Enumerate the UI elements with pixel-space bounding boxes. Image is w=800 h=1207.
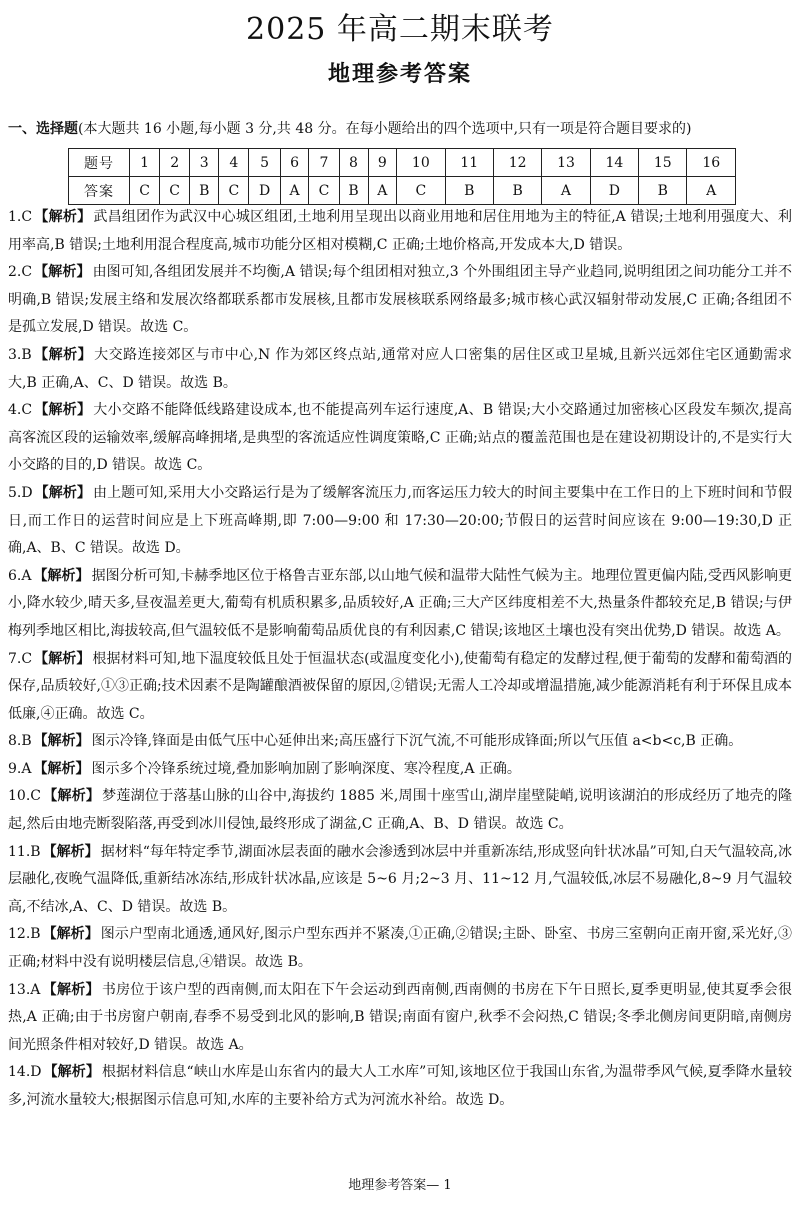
item-number: 5.D	[8, 484, 33, 501]
item-text: 据材料“每年特定季节,湖面冰层表面的融水会渗透到冰层中并重新冻结,形成竖向针状冰晶”可知,白天气温较高,冰层融化,夜晚气温降低,重新结冰冻结,形成针状冰晶,应该是 5~6 月;2~3 月、11~12 月,气温较低,冰层不易融化,8~9 月气温较高,不结冰,A、C、D 错误。故选 B。	[8, 843, 792, 915]
item-number: 12.B	[8, 926, 41, 943]
explanation-item	[8, 756, 792, 784]
item-tag: 【解析】	[33, 567, 90, 584]
question-number: 7	[309, 149, 339, 177]
answer-table	[68, 148, 736, 205]
question-number: 15	[639, 149, 687, 177]
question-number: 1	[130, 149, 160, 177]
explanation-item	[8, 839, 792, 922]
explanation-item	[8, 563, 792, 646]
item-text: 武昌组团作为武汉中心城区组团,土地利用呈现出以商业用地和居住用地为主的特征,A 错误;土地利用强度大、利用率高,B 错误;土地利用混合程度高,城市功能分区相对模糊,C 正确;土地价格高,开发成本大,D 错误。	[8, 209, 792, 253]
question-number: 5	[249, 149, 280, 177]
explanation-item	[8, 342, 792, 397]
explanation-item	[8, 480, 792, 563]
item-text: 图示户型南北通透,通风好,图示户型东西并不紧凑,①正确,②错误;主卧、卧室、书房三室朝向正南开窗,采光好,③正确;材料中没有说明楼层信息,④错误。故选 B。	[8, 926, 793, 971]
section-instruction: (本大题共 16 小题,每小题 3 分,共 48 分。在每小题给出的四个选项中,只有一项是符合题目要求的)	[78, 121, 692, 137]
answer-cell: B	[639, 177, 687, 205]
answer-cell: B	[190, 177, 219, 205]
page-footer: 地理参考答案— 1	[348, 1178, 452, 1193]
item-text: 大交路连接郊区与市中心,N 作为郊区终点站,通常对应人口密集的居住区或卫星城,且新兴远郊住宅区通勤需求大,B 正确,A、C、D 错误。故选 B。	[8, 346, 792, 391]
item-tag: 【解析】	[34, 402, 92, 419]
item-text: 图示多个冷锋系统过境,叠加影响加剧了影响深度、寒冷程度,A 正确。	[91, 760, 521, 777]
item-number: 2.C	[8, 264, 33, 281]
item-number: 11.B	[8, 843, 41, 860]
row-label-answer: 答案	[69, 177, 130, 205]
answer-cell: A	[687, 177, 736, 205]
answer-cell: D	[590, 177, 638, 205]
question-number: 13	[542, 149, 590, 177]
explanation-item	[8, 728, 792, 756]
item-text: 由图可知,各组团发展并不均衡,A 错误;每个组团相对独立,3 个外围组团主导产业趋同,说明组团之间功能分工并不明确,B 错误;发展主络和发展次络都联系都市发展核,且都市发展核联系网络最多;城市核心武汉辐射带动发展,C 正确;各组团不是孤立发展,D 错误。故选 C。	[8, 264, 792, 336]
explanations	[8, 204, 792, 1115]
item-tag: 【解析】	[33, 733, 90, 750]
item-number: 10.C	[8, 788, 41, 805]
explanation-item	[8, 921, 792, 976]
explanation-item	[8, 397, 792, 480]
item-tag: 【解析】	[43, 1064, 100, 1081]
item-number: 13.A	[8, 981, 41, 998]
item-text: 梦莲湖位于落基山脉的山谷中,海拔约 1885 米,周围十座雪山,湖岸崖壁陡峭,说明该湖泊的形成经历了地壳的隆起,然后由地壳断裂陷落,再受到冰川侵蚀,最终形成了湖盆,C 正确,A、B、D 错误。故选 C。	[8, 788, 793, 833]
answer-table-number-row	[69, 149, 736, 177]
explanation-item	[8, 783, 792, 838]
answer-cell: C	[309, 177, 339, 205]
question-number: 8	[339, 149, 368, 177]
explanation-item	[8, 259, 792, 342]
item-text: 书房位于该户型的西南侧,而太阳在下午会运动到西南侧,西南侧的书房在下午日照长,夏季更明显,使其夏季会很热,A 正确;由于书房窗户朝南,春季不易受到北风的影响,B 错误;南面有窗户,秋季不会闷热,C 错误;冬季北侧房间更阴暗,南侧房间光照条件相对较好,D 错误。故选 A。	[8, 981, 792, 1053]
explanation-item	[8, 204, 792, 259]
row-label-number: 题号	[69, 149, 130, 177]
answer-cell: A	[368, 177, 397, 205]
question-number: 9	[368, 149, 397, 177]
answer-cell: A	[542, 177, 590, 205]
question-number: 10	[397, 149, 445, 177]
item-number: 4.C	[8, 402, 33, 419]
item-tag: 【解析】	[34, 264, 91, 281]
answer-cell: B	[445, 177, 493, 205]
answer-cell: C	[160, 177, 190, 205]
answer-cell: B	[339, 177, 368, 205]
question-number: 12	[493, 149, 541, 177]
item-text: 由上题可知,采用大小交路运行是为了缓解客流压力,而客运压力较大的时间主要集中在工作日的上下班时间和节假日,而工作日的运营时间应是上下班高峰期,即 7:00—9:00 和 17:30—20:00;节假日的运营时间应该在 9:00—19:30,D 正确,A、B、C 错误。故选 D。	[8, 484, 793, 557]
explanation-item	[8, 977, 792, 1060]
answer-cell: C	[130, 177, 160, 205]
page-subtitle: 地理参考答案	[327, 62, 472, 87]
item-tag: 【解析】	[42, 843, 99, 860]
item-text: 大小交路不能降低线路建设成本,也不能提高列车运行速度,A、B 错误;大小交路通过加密核心区段发车频次,提高高客流区段的运输效率,缓解高峰拥堵,是典型的客流适应性调度策略,C 正确;站点的覆盖范围也是在建设初期设计的,不是实行大小交路的目的,D 错误。故选 C。	[8, 402, 792, 474]
item-tag: 【解析】	[42, 926, 99, 943]
item-number: 14.D	[8, 1064, 42, 1081]
item-number: 9.A	[8, 760, 32, 777]
answer-cell: D	[249, 177, 280, 205]
item-number: 7.C	[8, 650, 33, 667]
item-text: 根据材料信息“峡山水库是山东省内的最大人工水库”可知,该地区位于我国山东省,为温带季风气候,夏季降水量较多,河流水量较大;根据图示信息可知,水库的主要补给方式为河流水补给。故选 D。	[8, 1064, 792, 1108]
question-number: 4	[219, 149, 249, 177]
item-text: 据图分析可知,卡赫季地区位于格鲁吉亚东部,以山地气候和温带大陆性气候为主。地理位置更偏内陆,受西风影响更小,降水较少,晴天多,昼夜温差更大,葡萄有机质积累多,品质较好,A 正确;三大产区纬度相差不大,热量条件都较充足,B 错误;与伊梅列季地区相比,海拔较高,但气温较低不是影响葡萄品质优良的有利因素,C 错误;该地区土壤也没有突出优势,D 错误。故选 A。	[8, 567, 792, 639]
answer-table-answer-row	[69, 177, 736, 205]
question-number: 2	[160, 149, 190, 177]
question-number: 6	[280, 149, 309, 177]
answer-cell: C	[219, 177, 249, 205]
question-number: 14	[590, 149, 638, 177]
answer-cell: B	[493, 177, 541, 205]
answer-cell: C	[397, 177, 445, 205]
question-number: 11	[445, 149, 493, 177]
explanation-item	[8, 1059, 792, 1114]
item-number: 6.A	[8, 567, 32, 584]
question-number: 16	[687, 149, 736, 177]
item-number: 8.B	[8, 733, 32, 750]
item-tag: 【解析】	[33, 346, 93, 363]
item-number: 1.C	[8, 209, 33, 225]
page-title: 2025 年高二期末联考	[246, 12, 554, 47]
item-tag: 【解析】	[34, 209, 92, 225]
item-text: 根据材料可知,地下温度较低且处于恒温状态(或温度变化小),使葡萄有稳定的发酵过程,便于葡萄的发酵和葡萄酒的保存,品质较好,①③正确;技术因素不是陶罐酿酒被保留的原因,②错误;无需人工冷却或增温措施,减少能源消耗有利于环保且成本低廉,④正确。故选 C。	[8, 650, 792, 722]
item-tag: 【解析】	[42, 981, 100, 998]
item-number: 3.B	[8, 346, 32, 363]
item-tag: 【解析】	[42, 788, 101, 805]
item-text: 图示冷锋,锋面是由低气压中心延伸出来;高压盛行下沉气流,不可能形成锋面;所以气压值 a<b<c,B 正确。	[91, 733, 743, 750]
section-label: 一、选择题	[8, 121, 78, 137]
explanation-item	[8, 646, 792, 729]
answer-cell: A	[280, 177, 309, 205]
item-tag: 【解析】	[34, 650, 91, 667]
section-heading	[8, 118, 798, 140]
item-tag: 【解析】	[33, 760, 90, 777]
question-number: 3	[190, 149, 219, 177]
item-tag: 【解析】	[34, 484, 92, 501]
